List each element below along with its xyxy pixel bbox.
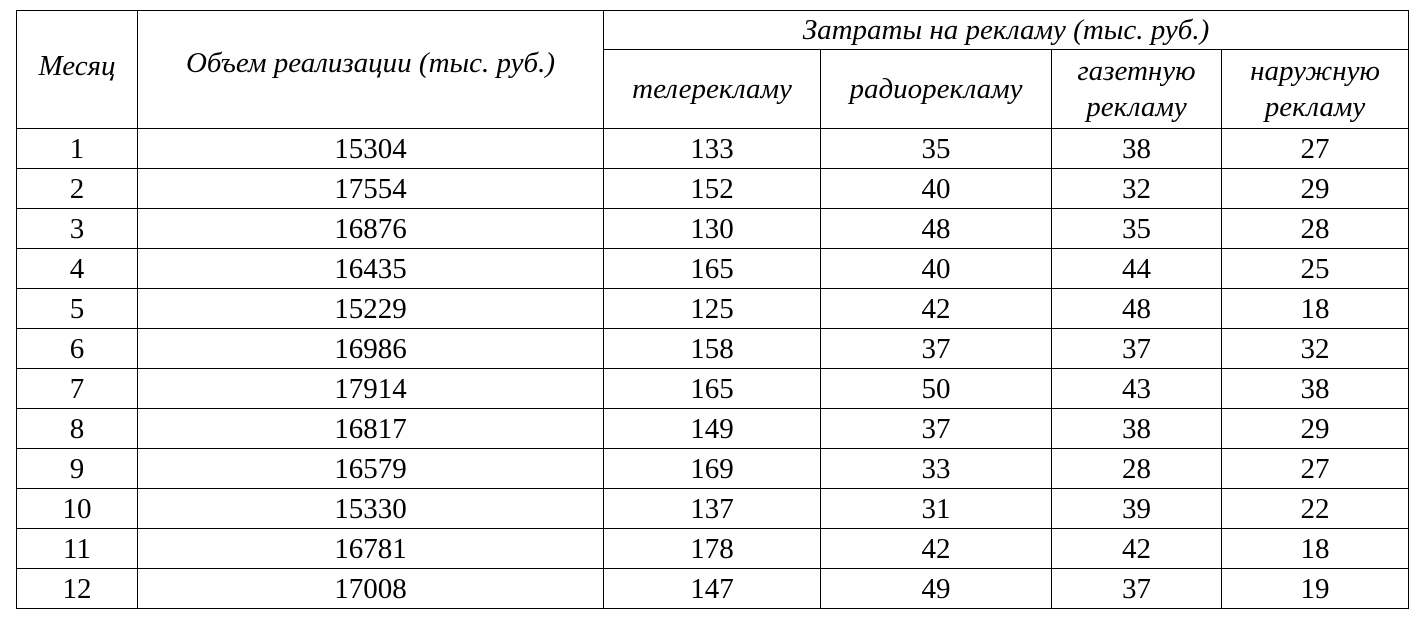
cell-tv: 165	[604, 249, 821, 289]
table-row	[17, 169, 1409, 209]
cell-newspaper: 37	[1052, 569, 1222, 609]
cell-outdoor: 22	[1222, 489, 1409, 529]
cell-tv: 130	[604, 209, 821, 249]
table-row	[17, 369, 1409, 409]
cell-month: 8	[17, 409, 138, 449]
cell-sales-volume: 15229	[138, 289, 604, 329]
header-outdoor-line1: наружную	[1250, 55, 1380, 87]
cell-tv: 152	[604, 169, 821, 209]
cell-newspaper: 43	[1052, 369, 1222, 409]
table-body	[17, 129, 1409, 609]
cell-outdoor: 29	[1222, 409, 1409, 449]
cell-radio: 37	[821, 409, 1052, 449]
cell-newspaper: 38	[1052, 409, 1222, 449]
cell-month: 4	[17, 249, 138, 289]
cell-tv: 158	[604, 329, 821, 369]
cell-tv: 178	[604, 529, 821, 569]
table-row	[17, 569, 1409, 609]
cell-month: 11	[17, 529, 138, 569]
cell-radio: 50	[821, 369, 1052, 409]
cell-newspaper: 44	[1052, 249, 1222, 289]
cell-radio: 48	[821, 209, 1052, 249]
cell-radio: 49	[821, 569, 1052, 609]
cell-sales-volume: 17554	[138, 169, 604, 209]
cell-radio: 42	[821, 529, 1052, 569]
cell-tv: 133	[604, 129, 821, 169]
cell-month: 6	[17, 329, 138, 369]
cell-outdoor: 18	[1222, 529, 1409, 569]
cell-radio: 37	[821, 329, 1052, 369]
cell-outdoor: 38	[1222, 369, 1409, 409]
header-radio-advertising: радиорекламу	[821, 50, 1052, 129]
cell-sales-volume: 15330	[138, 489, 604, 529]
cell-month: 3	[17, 209, 138, 249]
cell-month: 9	[17, 449, 138, 489]
cell-outdoor: 27	[1222, 129, 1409, 169]
cell-tv: 125	[604, 289, 821, 329]
header-tv-advertising: телерекламу	[604, 50, 821, 129]
cell-radio: 33	[821, 449, 1052, 489]
advertising-sales-table	[16, 10, 1409, 609]
table-row	[17, 249, 1409, 289]
cell-radio: 42	[821, 289, 1052, 329]
header-outdoor-line2: рекламу	[1264, 91, 1366, 123]
table-row	[17, 289, 1409, 329]
header-newspaper-line2: рекламу	[1086, 91, 1187, 123]
cell-month: 10	[17, 489, 138, 529]
cell-sales-volume: 16986	[138, 329, 604, 369]
cell-newspaper: 35	[1052, 209, 1222, 249]
header-advertising-costs: Затраты на рекламу (тыс. руб.)	[604, 11, 1409, 50]
header-sales-volume: Объем реализации (тыс. руб.)	[138, 11, 604, 129]
cell-radio: 40	[821, 249, 1052, 289]
table-row	[17, 489, 1409, 529]
header-outdoor-advertising	[1222, 50, 1409, 129]
table-row	[17, 529, 1409, 569]
cell-newspaper: 39	[1052, 489, 1222, 529]
cell-tv: 165	[604, 369, 821, 409]
cell-newspaper: 37	[1052, 329, 1222, 369]
header-month: Месяц	[17, 11, 138, 129]
header-newspaper-advertising	[1052, 50, 1222, 129]
cell-sales-volume: 16817	[138, 409, 604, 449]
cell-newspaper: 28	[1052, 449, 1222, 489]
cell-radio: 35	[821, 129, 1052, 169]
table-row	[17, 449, 1409, 489]
cell-sales-volume: 16876	[138, 209, 604, 249]
cell-sales-volume: 16579	[138, 449, 604, 489]
cell-outdoor: 18	[1222, 289, 1409, 329]
cell-outdoor: 25	[1222, 249, 1409, 289]
cell-newspaper: 48	[1052, 289, 1222, 329]
cell-tv: 169	[604, 449, 821, 489]
cell-outdoor: 29	[1222, 169, 1409, 209]
table-row	[17, 209, 1409, 249]
cell-sales-volume: 16435	[138, 249, 604, 289]
cell-radio: 31	[821, 489, 1052, 529]
header-newspaper-line1: газетную	[1077, 55, 1196, 87]
cell-sales-volume: 17914	[138, 369, 604, 409]
cell-newspaper: 38	[1052, 129, 1222, 169]
cell-month: 5	[17, 289, 138, 329]
table-row	[17, 129, 1409, 169]
cell-month: 12	[17, 569, 138, 609]
cell-radio: 40	[821, 169, 1052, 209]
cell-month: 1	[17, 129, 138, 169]
cell-sales-volume: 15304	[138, 129, 604, 169]
table-row	[17, 409, 1409, 449]
cell-newspaper: 42	[1052, 529, 1222, 569]
cell-tv: 149	[604, 409, 821, 449]
cell-outdoor: 32	[1222, 329, 1409, 369]
cell-sales-volume: 16781	[138, 529, 604, 569]
cell-outdoor: 27	[1222, 449, 1409, 489]
cell-tv: 147	[604, 569, 821, 609]
cell-month: 2	[17, 169, 138, 209]
cell-newspaper: 32	[1052, 169, 1222, 209]
table-row	[17, 329, 1409, 369]
cell-tv: 137	[604, 489, 821, 529]
cell-outdoor: 28	[1222, 209, 1409, 249]
cell-sales-volume: 17008	[138, 569, 604, 609]
cell-outdoor: 19	[1222, 569, 1409, 609]
cell-month: 7	[17, 369, 138, 409]
header-row-top	[17, 11, 1409, 50]
